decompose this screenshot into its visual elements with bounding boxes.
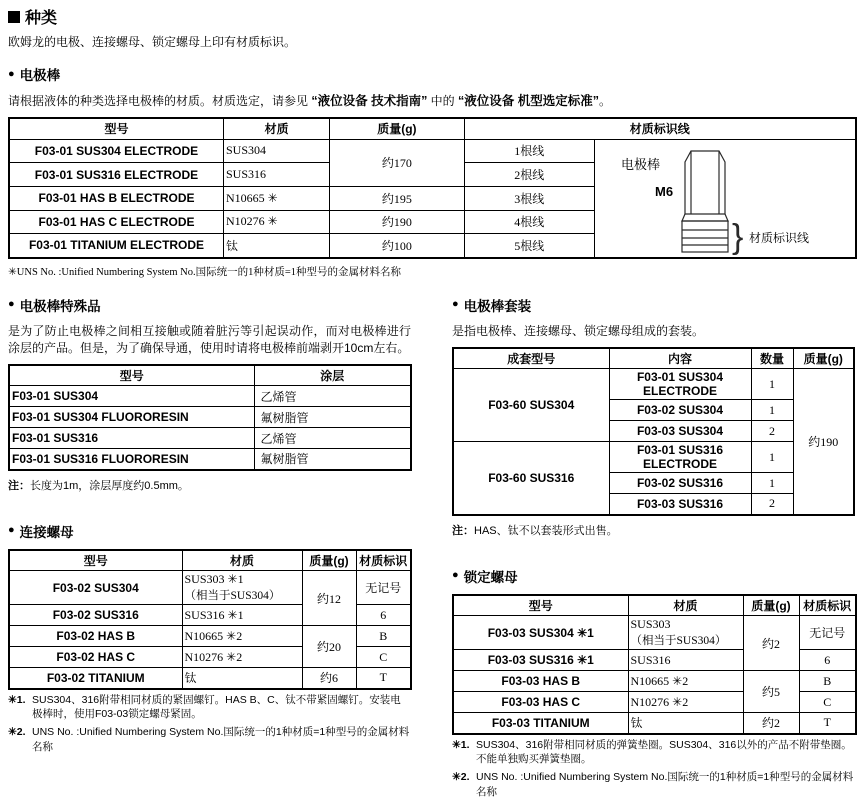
table-header-row [9,118,856,139]
table-row [9,571,411,605]
table-row [9,428,411,449]
cell-material: SUS316 [628,650,743,671]
cell-mass: 约100 [330,234,464,258]
electrode-desc-t1: 请根据液体的种类选择电极棒的材质。材质选定，请参见 [8,94,311,108]
cell-material: N10665 ✳2 [628,671,743,692]
special-desc: 是为了防止电极棒之间相互接触或随着脏污等引起误动作，而对电极棒进行涂层的产品。但是，为了确保导通，使用时请将电极棒前端剥开10cm左右。 [8,322,411,356]
bullet-icon: ● [452,299,459,310]
mark-lines-label: 材质标识线 [749,230,809,245]
cell-mass: 约195 [330,186,464,210]
cell-material: N10276 ✳2 [182,647,302,668]
bullet-icon: ● [8,299,15,310]
cell-model: F03-03 HAS B [453,671,628,692]
col-header-mark: 材质标识 [799,595,856,616]
cell-mark: B [799,671,856,692]
table-row [9,386,411,407]
cell-item: F03-03 SUS304 [609,421,751,442]
col-header-model: 型号 [453,595,628,616]
cell-coating: 乙烯管 [254,386,411,407]
table-header-row [9,365,411,386]
col-header-mass: 质量(g) [743,595,799,616]
electrode-desc [8,91,857,109]
cell-model: F03-01 TITANIUM ELECTRODE [9,234,224,258]
cell-model: F03-01 HAS C ELECTRODE [9,210,224,234]
page-title-text: 种类 [25,5,57,28]
cell-qty: 2 [751,494,793,515]
special-note [8,477,411,493]
footnote-text: SUS304、316附带相同材质的紧固螺钉。HAS B、C、钛不带紧固螺钉。安装电极棒时，使用F03-03锁定螺母紧固。 [32,693,411,722]
electrode-footnote: ✳UNS No. :Unified Numbering System No.国际统一的1种材质=1种型号的金属材料名称 [8,264,857,279]
right-column [452,295,857,799]
note-label: 注： [452,522,474,538]
note-text: HAS、钛不以套装形式出售。 [474,522,618,538]
footnote [452,770,857,799]
col-header-material: 材质 [224,118,330,139]
cell-mark: 无记号 [356,571,411,605]
cell-model: F03-01 SUS316 FLUORORESIN [9,449,254,470]
note-label: 注： [8,477,30,493]
cell-qty: 1 [751,369,793,400]
page-title [8,5,857,28]
cell-lines: 4根线 [464,210,594,234]
electrode-desc-t2: 中的 [427,94,458,108]
cell-mark: C [799,692,856,713]
col-header-mark-lines: 材质标识线 [464,118,856,139]
cell-lines: 5根线 [464,234,594,258]
cell-material [182,571,302,605]
cell-lines: 2根线 [464,163,594,187]
cell-mark: 无记号 [799,616,856,650]
cell-mark: B [356,626,411,647]
section-heading-electrode-text: 电极棒 [20,64,61,84]
cell-mark: T [356,668,411,689]
col-header-material: 材质 [628,595,743,616]
cell-coating: 氟树脂管 [254,449,411,470]
cell-material: N10665 ✳ [224,186,330,210]
footnote-text: UNS No. :Unified Numbering System No.国际统一的1种材质=1种型号的金属材料名称 [32,725,411,754]
table-header-row [9,550,411,571]
electrode-desc-b1: “液位设备 技术指南” [311,94,427,108]
cell-item: F03-02 SUS304 [609,400,751,421]
table-row [453,369,854,400]
cell-model: F03-01 SUS304 ELECTRODE [9,139,224,163]
two-column-area [8,295,857,799]
lock-nut-table [452,594,857,735]
electrode-desc-t3: 。 [599,94,611,108]
cell-mark: C [356,647,411,668]
col-header-mass: 质量(g) [793,348,854,369]
col-header-mark: 材质标识 [356,550,411,571]
cell-set-model: F03-60 SUS316 [453,442,609,515]
square-marker-icon [8,11,20,23]
cell-material: N10276 ✳ [224,210,330,234]
section-heading-lock-nut [452,566,857,586]
cell-material: N10276 ✳2 [628,692,743,713]
cell-material [628,616,743,650]
table-row [453,616,856,650]
bullet-icon: ● [452,570,459,581]
cell-mass: 约20 [302,626,356,668]
section-heading-lock-nut-text: 锁定螺母 [464,566,518,586]
cell-model: F03-03 SUS316 ✳1 [453,650,628,671]
section-heading-special-text: 电极棒特殊品 [20,295,101,315]
cell-model: F03-01 SUS304 FLUORORESIN [9,407,254,428]
left-column [8,295,411,799]
col-header-model: 型号 [9,550,182,571]
cell-qty: 1 [751,473,793,494]
col-header-model: 型号 [9,118,224,139]
cell-material: N10665 ✳2 [182,626,302,647]
material-line2: （相当于SUS304） [631,632,741,648]
cell-coating: 乙烯管 [254,428,411,449]
footnote [8,725,411,754]
table-row [9,139,856,163]
cell-mark: T [799,713,856,734]
cell-model: F03-01 SUS316 ELECTRODE [9,163,224,187]
table-row [453,671,856,692]
cell-item: F03-01 SUS304 ELECTRODE [609,369,751,400]
bullet-icon: ● [8,69,15,80]
cell-mass: 约170 [330,139,464,186]
set-note [452,522,857,538]
table-header-row [453,595,856,616]
col-header-mass: 质量(g) [302,550,356,571]
cell-mass: 约6 [302,668,356,689]
section-heading-connect-nut [8,521,411,541]
footnote-label: ✳1. [452,738,476,767]
thread-size-label: M6 [655,184,673,199]
cell-qty: 2 [751,421,793,442]
footnote-text: SUS304、316附带相同材质的弹簧垫圈。SUS304、316以外的产品不附带垫圈。不能单独购买弹簧垫圈。 [476,738,857,767]
table-row [9,407,411,428]
cell-item: F03-01 SUS316 ELECTRODE [609,442,751,473]
footnote [8,693,411,722]
connect-nut-table [8,549,412,690]
cell-model: F03-03 SUS304 ✳1 [453,616,628,650]
section-heading-set-text: 电极棒套装 [464,295,532,315]
cell-model: F03-01 SUS304 [9,386,254,407]
cell-coating: 氟树脂管 [254,407,411,428]
table-header-row [453,348,854,369]
special-table [8,364,412,471]
material-line2: （相当于SUS304） [185,587,300,603]
section-heading-set [452,295,857,315]
cell-lines: 3根线 [464,186,594,210]
cell-model: F03-02 HAS B [9,626,182,647]
cell-model: F03-02 SUS304 [9,571,182,605]
section-heading-electrode [8,64,857,84]
col-header-qty: 数量 [751,348,793,369]
material-line1: SUS303 ✳1 [185,572,300,587]
intro-text: 欧姆龙的电极、连接螺母、锁定螺母上印有材质标识。 [8,33,857,50]
cell-material: 钛 [628,713,743,734]
cell-item: F03-02 SUS316 [609,473,751,494]
footnote-label: ✳2. [452,770,476,799]
cell-model: F03-03 HAS C [453,692,628,713]
electrode-diagram [597,141,852,253]
footnote-label: ✳1. [8,693,32,722]
col-header-mass: 质量(g) [330,118,464,139]
table-row [453,713,856,734]
cell-item: F03-03 SUS316 [609,494,751,515]
section-heading-special [8,295,411,315]
cell-mass: 约2 [743,713,799,734]
cell-mass: 约2 [743,616,799,671]
cell-mass: 约5 [743,671,799,713]
cell-material: 钛 [182,668,302,689]
cell-mass: 约190 [330,210,464,234]
cell-mark: 6 [799,650,856,671]
electrode-diagram-cell [594,139,856,258]
electrode-table [8,117,857,259]
cell-mark: 6 [356,605,411,626]
cell-model: F03-03 TITANIUM [453,713,628,734]
col-header-model: 型号 [9,365,254,386]
col-header-content: 内容 [609,348,751,369]
electrode-desc-b2: “液位设备 机型选定标准” [458,94,599,108]
bullet-icon: ● [8,525,15,536]
footnote [452,738,857,767]
table-row [9,449,411,470]
footnote-text: UNS No. :Unified Numbering System No.国际统一的1种材质=1种型号的金属材料名称 [476,770,857,799]
cell-qty: 1 [751,442,793,473]
note-text: 长度为1m，涂层厚度约0.5mm。 [30,477,189,493]
col-header-set-model: 成套型号 [453,348,609,369]
cell-material: SUS316 [224,163,330,187]
bracket-glyph: } [732,218,743,256]
cell-mass: 约190 [793,369,854,515]
cell-model: F03-02 HAS C [9,647,182,668]
cell-material: SUS304 [224,139,330,163]
table-row [9,626,411,647]
cell-set-model: F03-60 SUS304 [453,369,609,442]
footnote-label: ✳2. [8,725,32,754]
cell-model: F03-01 HAS B ELECTRODE [9,186,224,210]
rod-label: 电极棒 [621,157,660,172]
cell-lines: 1根线 [464,139,594,163]
set-desc: 是指电极棒、连接螺母、锁定螺母组成的套装。 [452,322,857,339]
cell-qty: 1 [751,400,793,421]
table-row [9,668,411,689]
cell-mass: 约12 [302,571,356,626]
col-header-material: 材质 [182,550,302,571]
cell-material: SUS316 ✳1 [182,605,302,626]
cell-model: F03-01 SUS316 [9,428,254,449]
col-header-coating: 涂层 [254,365,411,386]
cell-model: F03-02 TITANIUM [9,668,182,689]
cell-material: 钛 [224,234,330,258]
section-heading-connect-nut-text: 连接螺母 [20,521,74,541]
material-line1: SUS303 [631,617,741,632]
set-table [452,347,855,516]
cell-model: F03-02 SUS316 [9,605,182,626]
